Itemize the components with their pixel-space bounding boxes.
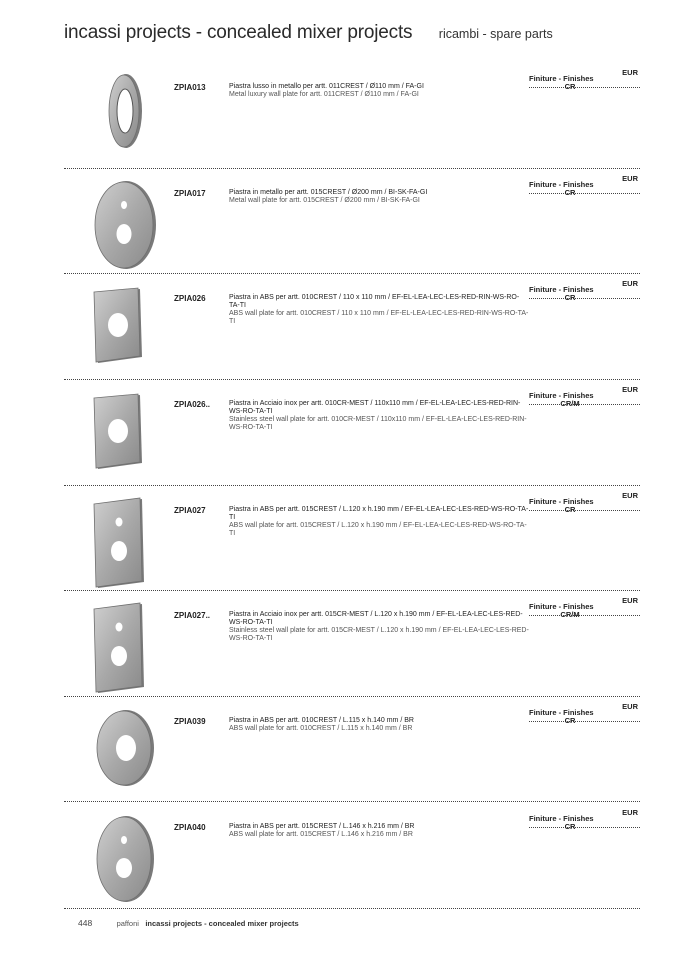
description-italian: Piastra in metallo per artt. 015CREST / Ø200 mm / BI-SK-FA-GI [229,189,428,196]
finish-code: CR [564,82,576,91]
description-english: Metal wall plate for artt. 015CREST / Ø200 mm / BI-SK-FA-GI [229,197,420,204]
description-italian: Piastra in Acciaio inox per artt. 010CR-MEST / 110x110 mm / EF-EL-LEA-LEC-LES-RED-RIN-WS-RO-TA-TI [229,400,521,415]
row-divider [64,696,640,697]
row-divider [64,801,640,802]
description-english: Stainless steel wall plate for artt. 015CR-MEST / L.120 x h.190 mm / EF-EL-LEA-LEC-LES-RED-WS-RO-TA-TI [229,627,529,642]
description-english: Metal luxury wall plate for artt. 011CREST / Ø110 mm / FA-GI [229,91,419,98]
finish-code: CR [564,505,576,514]
wall-plate-illustration [84,811,164,911]
page-footer [78,918,299,928]
currency-label: EUR [622,491,638,500]
product-description [229,717,529,733]
product-description [229,611,529,643]
row-divider [64,485,640,486]
product-image [84,388,164,488]
product-row [64,808,640,916]
product-row [64,385,640,493]
currency-label: EUR [622,808,638,817]
product-row [64,596,640,704]
finishes-label: Finiture - Finishes [529,814,594,823]
finish-code: CR/M [560,399,580,408]
product-description [229,400,529,432]
product-row [64,702,640,810]
page-title: incassi projects - concealed mixer projects [64,22,413,43]
finishes-label: Finiture - Finishes [529,708,594,717]
product-description [229,294,529,326]
product-code: ZPIA026 [174,294,206,303]
description-italian: Piastra in ABS per artt. 010CREST / L.115 x h.140 mm / BR [229,717,414,724]
product-description [229,189,529,205]
product-description [229,506,529,538]
currency-label: EUR [622,279,638,288]
currency-label: EUR [622,68,638,77]
footer-title: incassi projects - concealed mixer projects [145,919,299,928]
description-english: ABS wall plate for artt. 015CREST / L.146 x h.216 mm / BR [229,831,413,838]
finish-code: CR [564,188,576,197]
product-image [84,599,164,699]
finishes-label: Finiture - Finishes [529,180,594,189]
wall-plate-illustration [84,705,164,805]
row-divider [64,590,640,591]
row-divider [64,379,640,380]
page-header [64,22,553,44]
finishes-label: Finiture - Finishes [529,602,594,611]
currency-label: EUR [622,596,638,605]
product-description [229,83,529,99]
page-subtitle: ricambi - spare parts [438,27,553,41]
product-code: ZPIA017 [174,189,206,198]
product-image [84,71,164,171]
product-image [84,705,164,805]
product-code: ZPIA039 [174,717,206,726]
description-english: ABS wall plate for artt. 010CREST / 110 x 110 mm / EF-EL-LEA-LEC-LES-RED-RIN-WS-RO-TA-TI [229,310,529,325]
description-italian: Piastra in ABS per artt. 010CREST / 110 x 110 mm / EF-EL-LEA-LEC-LES-RED-RIN-WS-RO-TA-TI [229,294,520,309]
product-code: ZPIA027.. [174,611,211,620]
product-description [229,823,529,839]
description-english: Stainless steel wall plate for artt. 010CR-MEST / 110x110 mm / EF-EL-LEA-LEC-LES-RED-RIN-WS-RO-TA-TI [229,416,527,431]
currency-label: EUR [622,385,638,394]
product-row [64,174,640,282]
wall-plate-illustration [84,494,164,594]
currency-label: EUR [622,702,638,711]
description-italian: Piastra in ABS per artt. 015CREST / L.146 x h.216 mm / BR [229,823,415,830]
product-row [64,491,640,599]
description-english: ABS wall plate for artt. 010CREST / L.115 x h.140 mm / BR [229,725,413,732]
wall-plate-illustration [84,388,164,488]
wall-plate-illustration [84,177,164,277]
footer-brand: paffoni [116,919,139,928]
footer-divider [64,908,640,909]
page-number: 448 [78,918,93,928]
currency-label: EUR [622,174,638,183]
finishes-label: Finiture - Finishes [529,285,594,294]
finishes-label: Finiture - Finishes [529,497,594,506]
product-row [64,68,640,176]
product-code: ZPIA040 [174,823,206,832]
row-divider [64,273,640,274]
product-row [64,279,640,387]
finishes-label: Finiture - Finishes [529,74,594,83]
description-english: ABS wall plate for artt. 015CREST / L.120 x h.190 mm / EF-EL-LEA-LEC-LES-RED-WS-RO-TA-TI [229,522,527,537]
product-code: ZPIA013 [174,83,206,92]
finish-code: CR [564,822,576,831]
description-italian: Piastra lusso in metallo per artt. 011CREST / Ø110 mm / FA-GI [229,83,424,90]
wall-plate-illustration [84,71,164,171]
product-image [84,177,164,277]
product-image [84,811,164,911]
finish-code: CR [564,716,576,725]
finishes-label: Finiture - Finishes [529,391,594,400]
description-italian: Piastra in Acciaio inox per artt. 015CR-MEST / L.120 x h.190 mm / EF-EL-LEA-LEC-LES-RED-WS-RO-TA-TI [229,611,523,626]
product-code: ZPIA026.. [174,400,211,409]
description-italian: Piastra in ABS per artt. 015CREST / L.120 x h.190 mm / EF-EL-LEA-LEC-LES-RED-WS-RO-TA-TI [229,506,529,521]
product-image [84,494,164,594]
wall-plate-illustration [84,282,164,382]
row-divider [64,168,640,169]
finish-code: CR [564,293,576,302]
finish-code: CR/M [560,610,580,619]
product-image [84,282,164,382]
wall-plate-illustration [84,599,164,699]
product-code: ZPIA027 [174,506,206,515]
